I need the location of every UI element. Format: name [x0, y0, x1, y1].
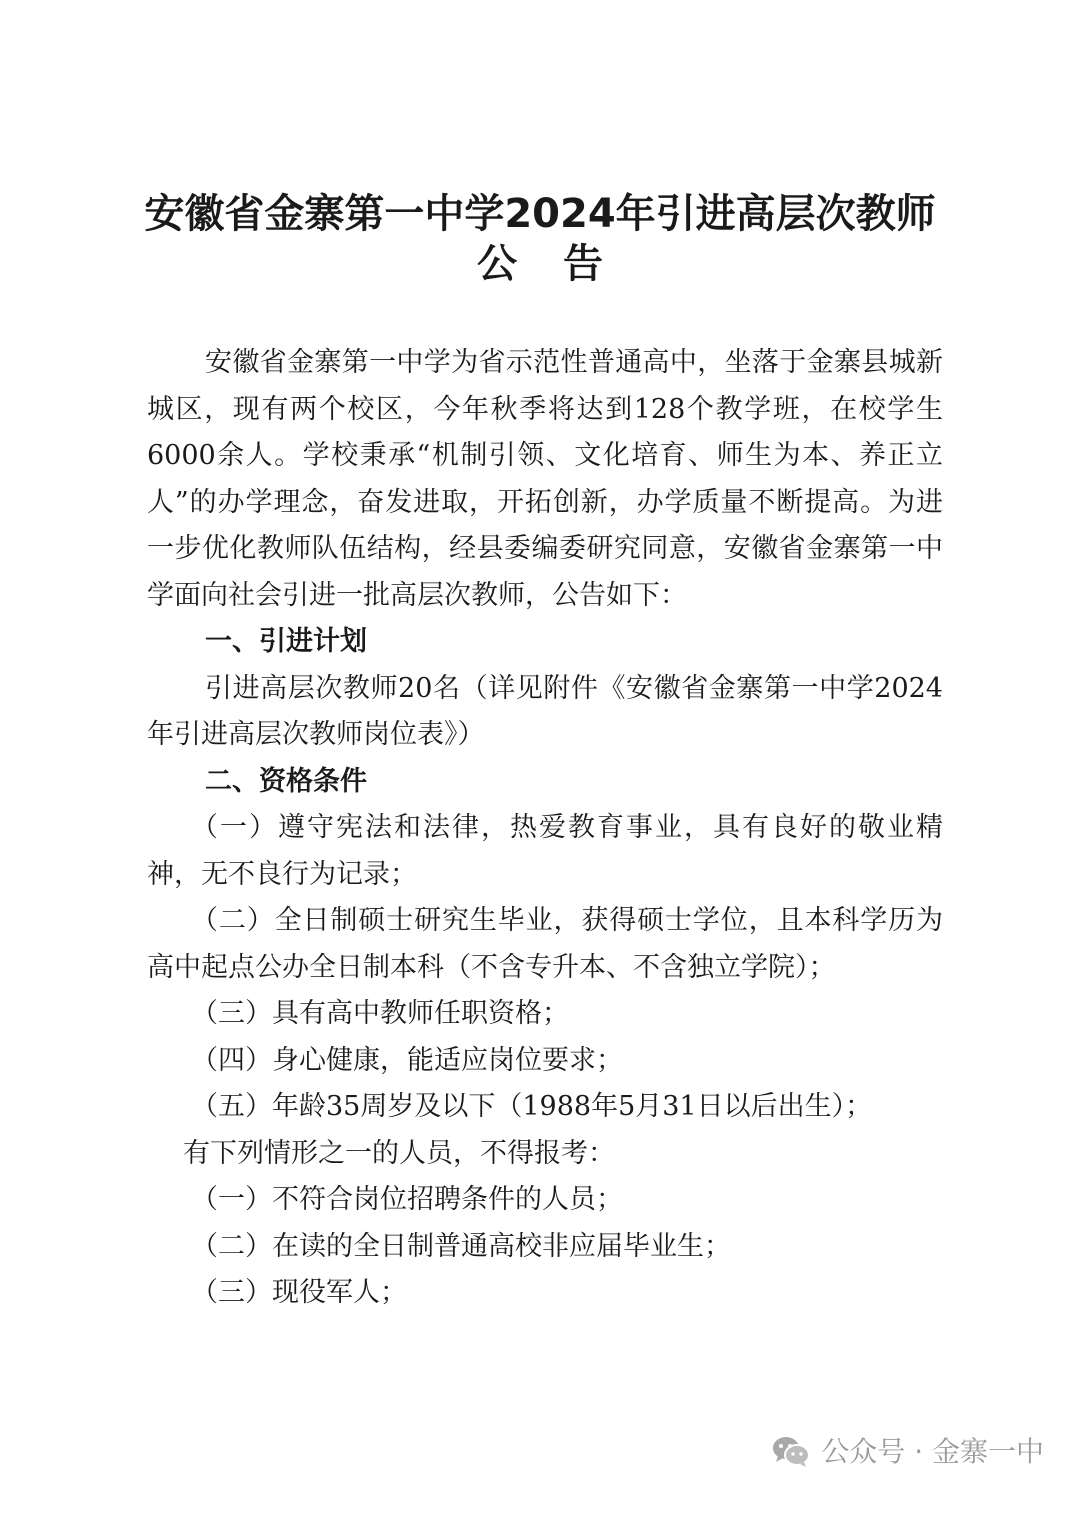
- exclusion-item: （三）现役军人；: [191, 1277, 407, 1308]
- condition-item: （五）年龄35周岁及以下（1988年5月31日以后出生）；: [191, 1091, 873, 1122]
- condition-item: （四）身心健康，能适应岗位要求；: [191, 1044, 623, 1076]
- wechat-icon: [771, 1435, 811, 1469]
- document-title-announcement: 公告: [477, 241, 649, 287]
- plan-paragraph: 引进高层次教师20名（详见附件《安徽省金寨第一中学2024年引进高层次教师岗位表》）: [147, 672, 943, 750]
- exclusion-intro: 有下列情形之一的人员，不得报考：: [183, 1137, 615, 1169]
- section-heading-qualifications: 二、资格条件: [205, 765, 367, 797]
- document-body: [147, 340, 943, 1317]
- condition-item: （三）具有高中教师任职资格；: [191, 998, 569, 1029]
- exclusion-item: （二）在读的全日制普通高校非应届毕业生；: [191, 1230, 731, 1262]
- document-title: 安徽省金寨第一中学2024年引进高层次教师: [144, 191, 936, 237]
- exclusion-item: （一）不符合岗位招聘条件的人员；: [191, 1184, 623, 1215]
- condition-item: （一）遵守宪法和法律，热爱教育事业，具有良好的敬业精神，无不良行为记录；: [147, 812, 943, 890]
- wechat-watermark: [771, 1432, 1044, 1472]
- intro-paragraph: 安徽省金寨第一中学为省示范性普通高中，坐落于金寨县城新城区，现有两个校区，今年秋季将达到128个教学班，在校学生6000余人。学校秉承“机制引领、文化培育、师生为本、养正立人”的办学理念，奋发进取，开拓创新，办学质量不断提高。为进一步优化教师队伍结构，经县委编委研究同意，安徽省金寨第一中学面向社会引进一批高层次教师，公告如下：: [147, 347, 943, 611]
- watermark-text: 公众号 · 金寨一中: [821, 1435, 1044, 1468]
- condition-item: （二）全日制硕士研究生毕业，获得硕士学位，且本科学历为高中起点公办全日制本科（不含专升本、不含独立学院）；: [147, 905, 943, 983]
- section-heading-plan: 一、引进计划: [205, 626, 367, 657]
